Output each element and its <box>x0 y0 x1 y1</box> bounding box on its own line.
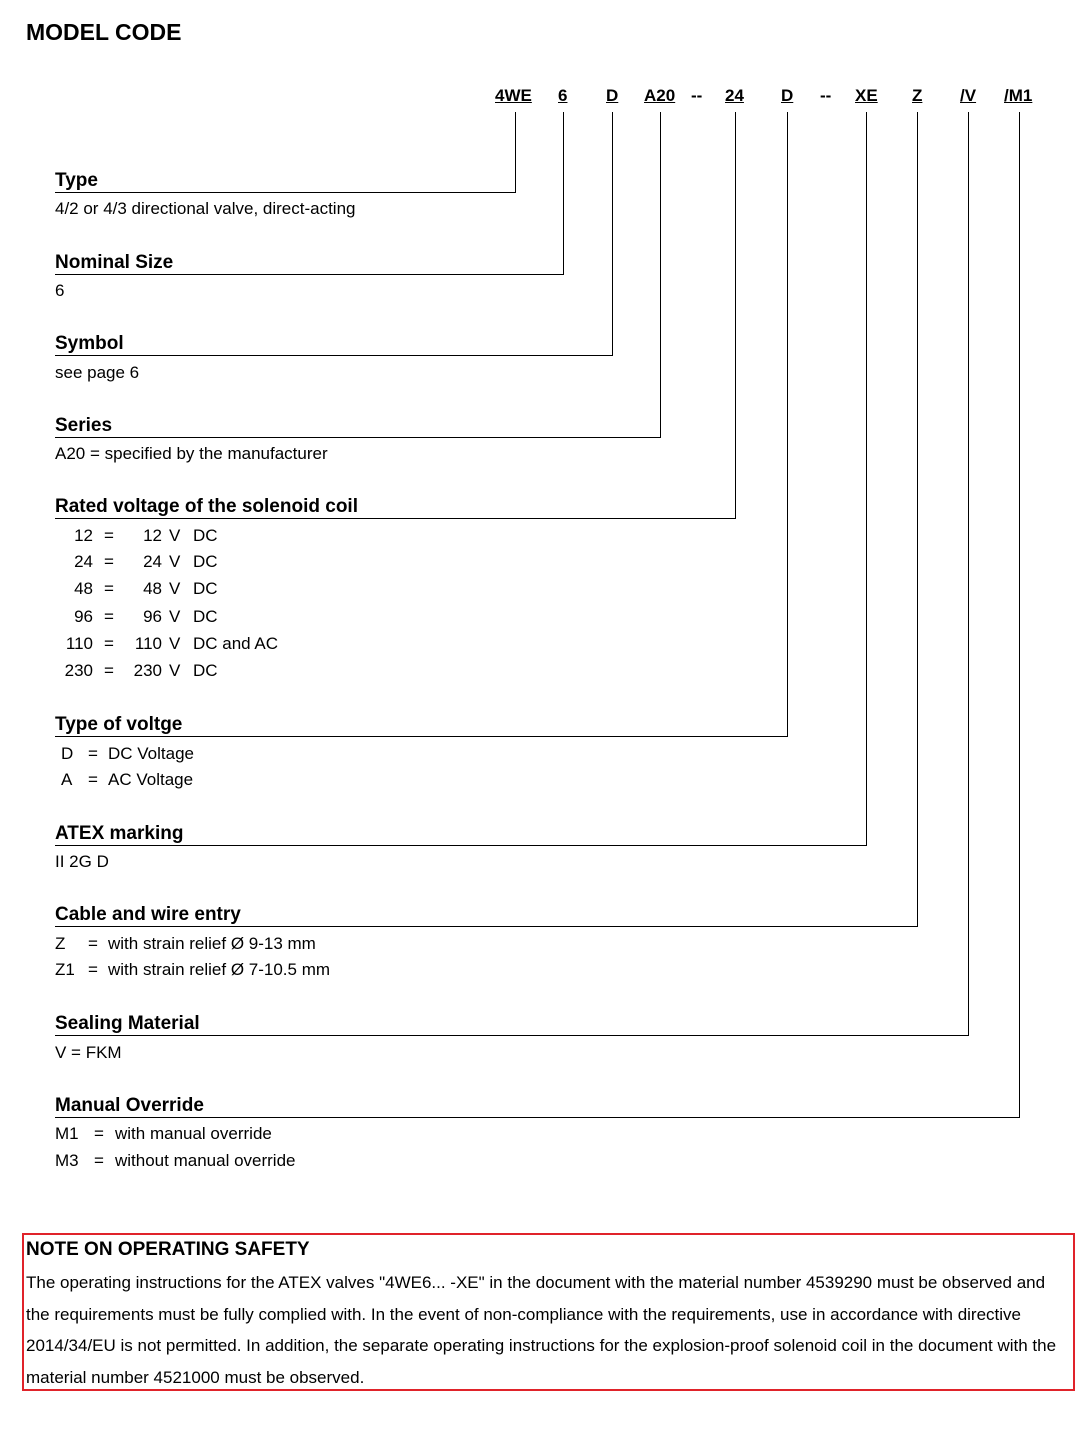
code-atex: XE <box>855 86 878 105</box>
section-seal-heading: Sealing Material <box>55 1013 200 1034</box>
voltage-type-eq: = <box>88 744 98 763</box>
override-eq: = <box>94 1151 104 1170</box>
code-size: 6 <box>558 86 568 105</box>
code-dash-2: -- <box>820 86 832 105</box>
voltage-unit: V <box>169 526 181 545</box>
section-seal-rule <box>55 1035 969 1036</box>
section-voltage-type-rule <box>55 736 788 737</box>
voltage-type-desc: AC Voltage <box>108 770 194 789</box>
safety-note-text: The operating instructions for the ATEX valves "4WE6... -XE" in the document with the material number 4539290 must be observed and the requirements must be fully complied with. In the event of non-compliance with the requirements, use in accordance with directive 2014/34/EU is not permitted. In addition, the separate operating instructions for the explosion-proof solenoid coil in the document with the material number 4521000 must be observed. <box>26 1273 1057 1387</box>
voltage-unit: V <box>169 634 181 653</box>
voltage-value: 12 <box>143 526 162 545</box>
section-series-text: A20 = specified by the manufacturer <box>55 444 328 463</box>
section-type-heading: Type <box>55 170 98 191</box>
voltage-code: 96 <box>74 607 93 626</box>
cable-code: Z1 <box>55 960 75 979</box>
code-override: /M1 <box>1004 86 1033 105</box>
voltage-eq: = <box>104 634 114 653</box>
cable-code: Z <box>55 934 66 953</box>
voltage-eq: = <box>104 579 114 598</box>
section-atex-rule <box>55 845 867 846</box>
cable-desc: with strain relief Ø 9-13 mm <box>108 934 316 953</box>
voltage-unit: V <box>169 579 181 598</box>
connector-symbol <box>612 112 613 355</box>
section-cable-heading: Cable and wire entry <box>55 904 241 925</box>
connector-atex <box>866 112 867 845</box>
voltage-desc: DC <box>193 607 218 626</box>
code-series: A20 <box>644 86 676 105</box>
voltage-unit: V <box>169 661 181 680</box>
override-desc: without manual override <box>115 1151 296 1170</box>
override-eq: = <box>94 1124 104 1143</box>
voltage-eq: = <box>104 607 114 626</box>
section-series-rule <box>55 437 661 438</box>
connector-series <box>660 112 661 437</box>
voltage-eq: = <box>104 552 114 571</box>
voltage-type-code: D <box>61 744 74 763</box>
voltage-value: 24 <box>143 552 162 571</box>
code-symbol: D <box>606 86 619 105</box>
voltage-unit: V <box>169 607 181 626</box>
voltage-code: 110 <box>65 634 93 653</box>
section-cable-rule <box>55 926 918 927</box>
voltage-code: 12 <box>74 526 93 545</box>
cable-desc: with strain relief Ø 7-10.5 mm <box>108 960 331 979</box>
voltage-value: 48 <box>143 579 162 598</box>
voltage-value: 230 <box>133 661 162 680</box>
section-voltage-type-heading: Type of voltge <box>55 714 183 735</box>
section-voltage-heading: Rated voltage of the solenoid coil <box>55 496 358 517</box>
voltage-desc: DC <box>193 552 218 571</box>
voltage-type-code: A <box>61 770 73 789</box>
section-atex-text: II 2G D <box>55 852 109 871</box>
override-code: M1 <box>55 1124 79 1143</box>
voltage-value: 110 <box>134 634 162 653</box>
section-size-heading: Nominal Size <box>55 252 174 273</box>
code-voltage-type: D <box>781 86 794 105</box>
voltage-eq: = <box>104 661 114 680</box>
voltage-desc: DC <box>193 579 218 598</box>
section-symbol-heading: Symbol <box>55 333 124 354</box>
connector-voltage-type <box>787 112 788 736</box>
section-size-text: 6 <box>55 281 65 300</box>
section-atex-heading: ATEX marking <box>55 823 184 844</box>
connector-override <box>1019 112 1020 1117</box>
connector-cable <box>917 112 918 926</box>
voltage-type-eq: = <box>88 770 98 789</box>
connector-seal <box>968 112 969 1035</box>
voltage-desc: DC <box>193 661 218 680</box>
voltage-desc: DC and AC <box>193 634 279 653</box>
section-override-rule <box>55 1117 1020 1118</box>
code-voltage: 24 <box>725 86 744 105</box>
code-dash-1: -- <box>691 86 703 105</box>
voltage-value: 96 <box>143 607 162 626</box>
override-desc: with manual override <box>115 1124 272 1143</box>
connector-type <box>515 112 516 192</box>
section-type-text: 4/2 or 4/3 directional valve, direct-acting <box>55 199 356 218</box>
safety-note-title: NOTE ON OPERATING SAFETY <box>26 1239 310 1260</box>
section-series-heading: Series <box>55 415 113 436</box>
code-cable: Z <box>912 86 923 105</box>
section-voltage-rule <box>55 518 736 519</box>
voltage-unit: V <box>169 552 181 571</box>
section-override-heading: Manual Override <box>55 1095 204 1116</box>
section-symbol-rule <box>55 355 613 356</box>
cable-eq: = <box>88 934 98 953</box>
section-type-rule <box>55 192 516 193</box>
voltage-desc: DC <box>193 526 218 545</box>
section-symbol-text: see page 6 <box>55 363 140 382</box>
page-title: MODEL CODE <box>26 19 182 45</box>
voltage-eq: = <box>104 526 114 545</box>
code-seal: /V <box>960 86 977 105</box>
code-type: 4WE <box>495 86 532 105</box>
section-seal-text: V = FKM <box>55 1043 122 1062</box>
voltage-code: 24 <box>74 552 93 571</box>
voltage-type-desc: DC Voltage <box>108 744 194 763</box>
voltage-code: 48 <box>74 579 93 598</box>
section-size-rule <box>55 274 564 275</box>
voltage-code: 230 <box>64 661 93 680</box>
cable-eq: = <box>88 960 98 979</box>
connector-size <box>563 112 564 274</box>
override-code: M3 <box>55 1151 79 1170</box>
connector-voltage <box>735 112 736 518</box>
